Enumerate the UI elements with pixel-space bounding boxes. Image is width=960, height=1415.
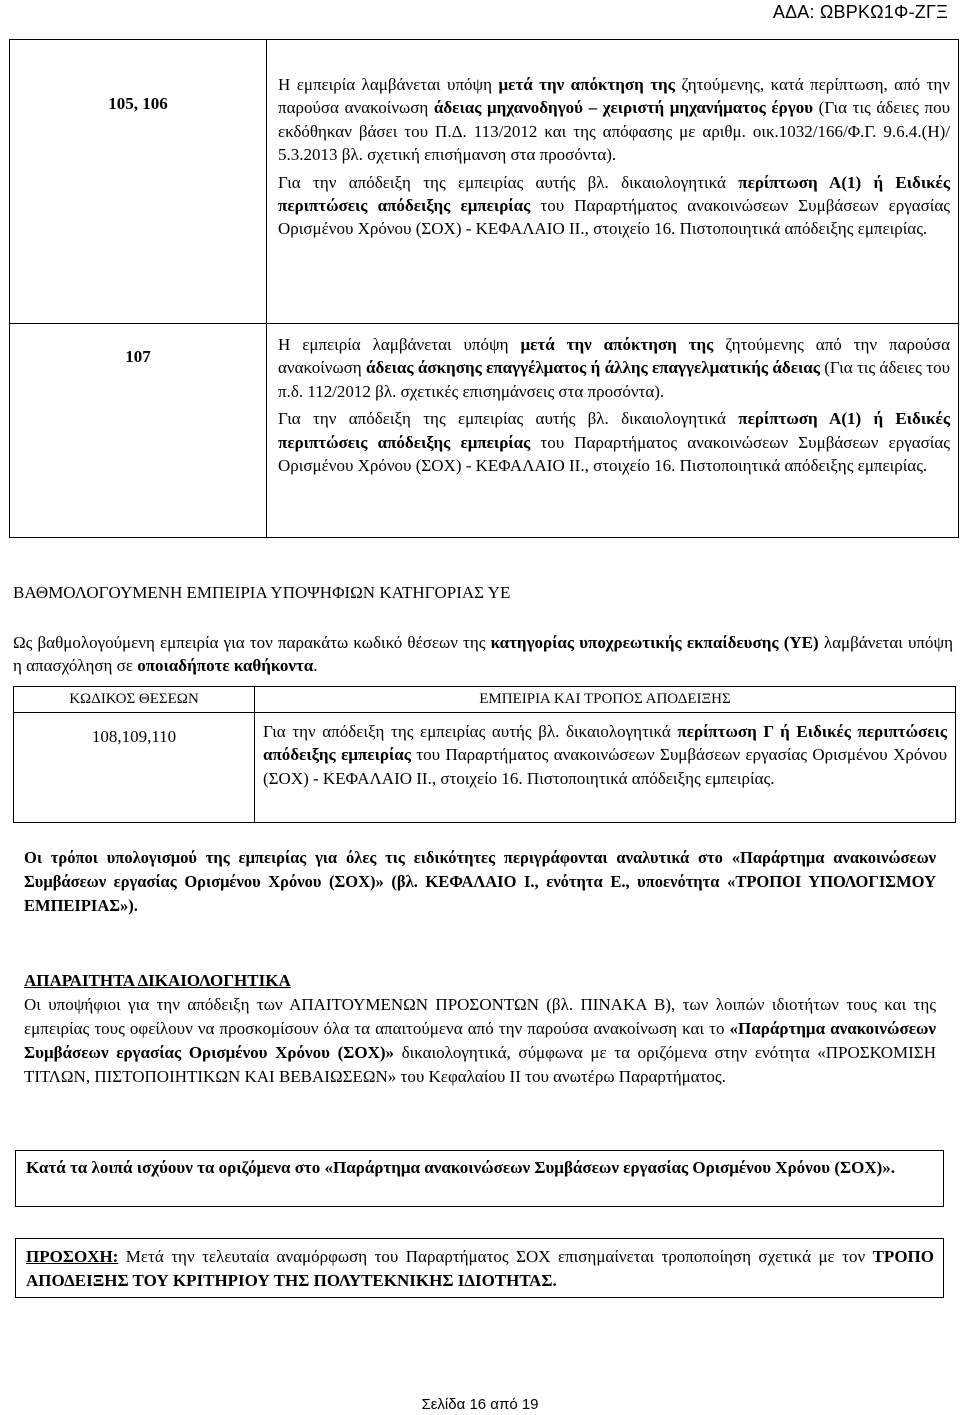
attention-label: ΠΡΟΣΟΧΗ: xyxy=(26,1247,119,1266)
required-documents-text: Οι υποψήφιοι για την απόδειξη των ΑΠΑΙΤΟΥΜΕΝΩΝ ΠΡΟΣΟΝΤΩΝ (βλ. ΠΙΝΑΚΑ Β), των λοιπών ιδιοτήτων τους και της εμπειρίας τους οφείλουν να προσκομίσουν όλα τα απαιτούμενα από την παρούσα ανακοίνωση και το «Παράρτημα ανακοινώσεων Συμβάσεων εργασίας Ορισμένου Χρόνου (ΣΟΧ)» δικαιολογητικά, σύμφωνα με τα οριζόμενα στην ενότητα «ΠΡΟΣΚΟΜΙΣΗ ΤΙΤΛΩΝ, ΠΙΣΤΟΠΟΙΗΤΙΚΩΝ ΚΑΙ ΒΕΒΑΙΩΣΕΩΝ» του Κεφαλαίου ΙΙ του ανωτέρω Παραρτήματος. xyxy=(24,995,936,1086)
position-code: 105, 106 xyxy=(108,94,168,113)
experience-text: Η εμπειρία λαμβάνεται υπόψη μετά την απόκτηση της ζητούμενης, κατά περίπτωση, από την παρούσα ανακοίνωση άδειας μηχανοδηγού – χειριστή μηχανήματος έργου (Για τις άδειες που εκδόθηκαν βάσει του Π.Δ. 113/2012 και της απόφασης με αριθμ. οικ.1032/166/Φ.Γ. 9.6.4.(Η)/ 5.3.2013 βλ. σχετική επισήμανση στα προσόντα). xyxy=(278,75,950,165)
experience-cell xyxy=(278,73,950,241)
calculation-note: Οι τρόποι υπολογισμού της εμπειρίας για όλες τις ειδικότητες περιγράφονται αναλυτικά στο «Παράρτημα ανακοινώσεων Συμβάσεων εργασίας Ορισμένου Χρόνου (ΣΟΧ)» (βλ. ΚΕΦΑΛΑΙΟ Ι., ενότητα Ε., υποενότητα «ΤΡΟΠΟΙ ΥΠΟΛΟΓΙΣΜΟΥ ΕΜΠΕΙΡΙΑΣ»). xyxy=(24,848,936,915)
ada-code: ΑΔΑ: ΩΒΡΚΩ1Φ-ΖΓΞ xyxy=(772,2,948,22)
position-code: 107 xyxy=(125,347,151,366)
required-documents xyxy=(24,969,936,1089)
attention-text: ΠΡΟΣΟΧΗ: Μετά την τελευταία αναμόρφωση του Παραρτήματος ΣΟΧ επισημαίνεται τροποποίηση σχετικά με τον ΤΡΟΠΟ ΑΠΟΔΕΙΞΗΣ ΤΟΥ ΚΡΙΤΗΡΙΟΥ ΤΗΣ ΠΟΛΥΤΕΚΝΙΚΗΣ ΙΔΙΟΤΗΤΑΣ. xyxy=(26,1247,934,1290)
column-header-code: ΚΩΔΙΚΟΣ ΘΕΣΕΩΝ xyxy=(69,691,199,707)
experience-cell xyxy=(278,333,950,477)
attention-box xyxy=(15,1238,944,1298)
proof-text: Για την απόδειξη της εμπειρίας αυτής βλ. δικαιολογητικά περίπτωση Γ ή Ειδικές περιπτώσεις απόδειξης εμπειρίας του Παραρτήματος ανακοινώσεων Συμβάσεων εργασίας Ορισμένου Χρόνου (ΣΟΧ) - ΚΕΦΑΛΑΙΟ ΙΙ., στοιχείο 16. Πιστοποιητικά απόδειξης εμπειρίας. xyxy=(263,722,948,788)
proof-text: Για την απόδειξη της εμπειρίας αυτής βλ. δικαιολογητικά περίπτωση Α(1) ή Ειδικές περιπτώσεις απόδειξης εμπειρίας του Παραρτήματος ανακοινώσεων Συμβάσεων εργασίας Ορισμένου Χρόνου (ΣΟΧ) - ΚΕΦΑΛΑΙΟ ΙΙ., στοιχείο 16. Πιστοποιητικά απόδειξης εμπειρίας. xyxy=(278,409,950,476)
position-code: 108,109,110 xyxy=(91,727,177,746)
row-divider xyxy=(14,712,955,713)
column-header-experience: ΕΜΠΕΙΡΙΑ ΚΑΙ ΤΡΟΠΟΣ ΑΠΟΔΕΙΞΗΣ xyxy=(479,691,731,707)
section-heading-ye: ΒΑΘΜΟΛΟΓΟΥΜΕΝΗ ΕΜΠΕΙΡΙΑ ΥΠΟΨΗΦΙΩΝ ΚΑΤΗΓΟΡΙΑΣ ΥΕ xyxy=(13,583,511,602)
experience-table xyxy=(9,39,959,538)
required-documents-heading: ΑΠΑΡΑΙΤΗΤΑ ΔΙΚΑΙΟΛΟΓΗΤΙΚΑ xyxy=(24,971,291,990)
rest-applies-text: Κατά τα λοιπά ισχύουν τα οριζόμενα στο «Παράρτημα ανακοινώσεων Συμβάσεων εργασίας Ορισμένου Χρόνου (ΣΟΧ)». xyxy=(26,1158,896,1177)
column-divider xyxy=(266,40,267,537)
experience-text: Η εμπειρία λαμβάνεται υπόψη μετά την απόκτηση της ζητούμενης από την παρούσα ανακοίνωση άδειας άσκησης επαγγέλματος ή άλλης επαγγελματικής άδειας (Για τις άδειες του π.δ. 112/2012 βλ. σχετικές επισημάνσεις στα προσόντα). xyxy=(278,335,950,401)
page-number: Σελίδα 16 από 19 xyxy=(421,1396,539,1413)
row-divider xyxy=(10,323,958,324)
section-intro: Ως βαθμολογούμενη εμπειρία για τον παρακάτω κωδικό θέσεων της κατηγορίας υποχρεωτικής εκπαίδευσης (ΥΕ) λαμβάνεται υπόψη η απασχόληση σε οποιαδήποτε καθήκοντα. xyxy=(13,633,953,676)
ye-experience-table xyxy=(13,686,956,823)
rest-applies-box xyxy=(15,1150,944,1207)
proof-text: Για την απόδειξη της εμπειρίας αυτής βλ. δικαιολογητικά περίπτωση Α(1) ή Ειδικές περιπτώσεις απόδειξης εμπειρίας του Παραρτήματος ανακοινώσεων Συμβάσεων εργασίας Ορισμένου Χρόνου (ΣΟΧ) - ΚΕΦΑΛΑΙΟ ΙΙ., στοιχείο 16. Πιστοποιητικά απόδειξης εμπειρίας. xyxy=(278,172,950,239)
